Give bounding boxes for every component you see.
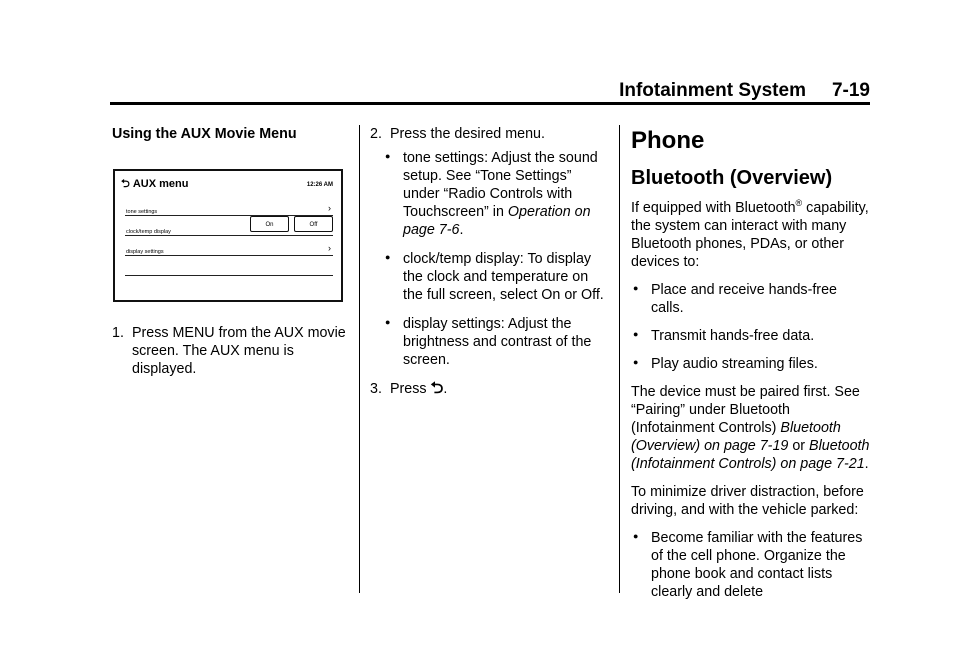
step-2: 2. Press the desired menu. (370, 126, 545, 142)
list-item: ● Play audio streaming files. (631, 355, 871, 373)
distraction-list (631, 529, 871, 601)
screen-on-button: On (250, 216, 289, 232)
aux-menu-screen-illustration (113, 169, 343, 302)
middle-column (370, 125, 606, 404)
page-header (618, 80, 870, 102)
column-divider (619, 125, 620, 593)
bullet-icon: ● (633, 329, 639, 339)
cross-reference: Bluetooth (Infotainment Controls) on page 7-21 (631, 438, 870, 472)
step-3: 3. Press ⮌. (370, 380, 448, 397)
left-column (112, 125, 348, 384)
screen-row: clock/temp display On Off (125, 215, 333, 236)
list-item: ● Become familiar with the features of the cell phone. Organize the phone book and contact lists clearly and delete (631, 529, 871, 601)
feature-list (631, 281, 871, 373)
subsection-title: Bluetooth (Overview) (631, 167, 833, 189)
screen-off-button: Off (294, 216, 333, 232)
list-item: ● Place and receive hands-free calls. (631, 281, 871, 317)
screen-divider (125, 275, 333, 276)
back-icon: ⮌ (121, 178, 130, 190)
list-item: ● tone settings: Adjust the sound setup. See “Tone Settings” under “Radio Controls with Touchscreen” in Operation on page 7-6. (383, 149, 606, 239)
page-number: 7-19 (831, 80, 870, 101)
chevron-right-icon: › (328, 243, 331, 253)
chevron-right-icon: › (328, 203, 331, 213)
intro-paragraph: If equipped with Bluetooth® capability, the system can interact with many Bluetooth phones, PDAs, or other devices to: (631, 198, 869, 270)
list-item: ● Transmit hands-free data. (631, 327, 871, 345)
screen-row: display settings › (125, 235, 333, 256)
distraction-paragraph: To minimize driver distraction, before driving, and with the vehicle parked: (631, 484, 864, 518)
menu-options-list (370, 149, 606, 369)
screen-row: tone settings › (125, 195, 333, 216)
bullet-icon: ● (385, 252, 391, 262)
bullet-icon: ● (633, 283, 639, 293)
section-title: Phone (631, 127, 705, 154)
cross-reference: Bluetooth (Overview) on page 7-19 (631, 420, 841, 454)
bullet-icon: ● (385, 317, 391, 327)
back-icon: ⮌ (430, 380, 444, 397)
bullet-icon: ● (633, 531, 639, 541)
header-rule (110, 102, 870, 105)
list-item: ● display settings: Adjust the brightness and contrast of the screen. (383, 315, 606, 369)
header-title: Infotainment System (619, 80, 806, 101)
screen-title: ⮌ AUX menu (121, 178, 189, 190)
column-divider (359, 125, 360, 593)
bullet-icon: ● (385, 151, 391, 161)
screen-clock: 12:26 AM (306, 182, 333, 188)
right-column (631, 125, 871, 611)
aux-menu-subhead: Using the AUX Movie Menu (112, 126, 297, 142)
bullet-icon: ● (633, 357, 639, 367)
cross-reference: Operation on page 7-6 (403, 204, 591, 238)
list-item: ● clock/temp display: To display the clock and temperature on the full screen, select On or Off. (383, 250, 606, 304)
pairing-paragraph: The device must be paired first. See “Pairing” under Bluetooth (Infotainment Controls) Bluetooth (Overview) on page 7-19 or Bluetooth (Infotainment Controls) on page 7-21. (631, 384, 870, 472)
step-1: 1. Press MENU from the AUX movie screen. The AUX menu is displayed. (112, 325, 346, 377)
